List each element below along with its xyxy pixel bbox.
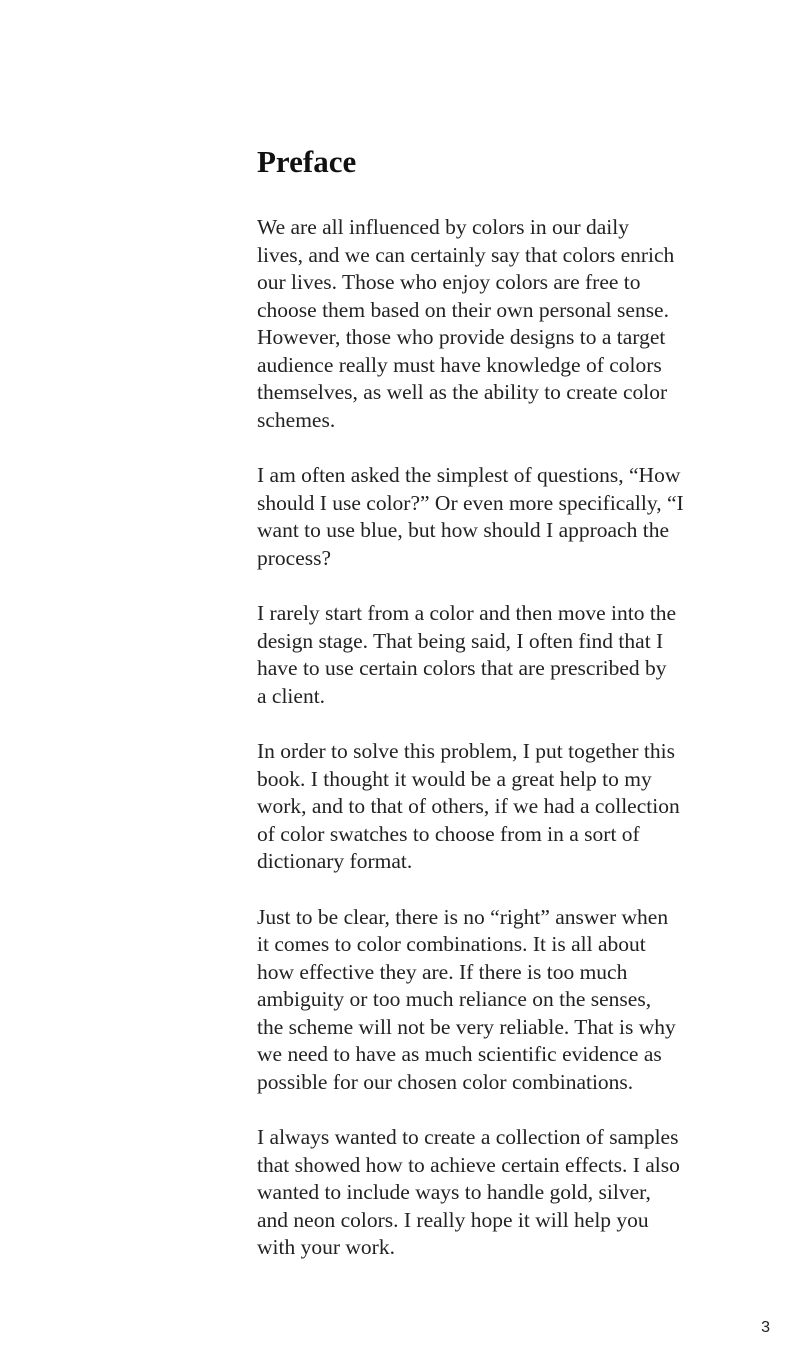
text-line: possible for our chosen color combinations. bbox=[257, 1069, 634, 1094]
text-line: Just to be clear, there is no “right” answer when bbox=[257, 904, 669, 929]
text-line: want to use blue, but how should I approach the bbox=[257, 518, 669, 542]
text-line: We are all influenced by colors in our daily bbox=[257, 215, 629, 239]
text-line: However, those who provide designs to a target bbox=[257, 325, 666, 349]
text-line: schemes. bbox=[257, 407, 336, 432]
paragraph bbox=[257, 600, 757, 710]
text-line: I always wanted to create a collection of samples bbox=[257, 1125, 679, 1149]
text-line: book. I thought it would be a great help to my bbox=[257, 766, 652, 791]
text-line: it comes to color combinations. It is all about bbox=[257, 932, 646, 956]
text-line: design stage. That being said, I often find that I bbox=[257, 628, 664, 653]
paragraph bbox=[257, 214, 757, 434]
text-line: I am often asked the simplest of questions, “How bbox=[257, 463, 681, 487]
text-line: wanted to include ways to handle gold, silver, bbox=[257, 1180, 651, 1204]
page-content bbox=[257, 142, 757, 1290]
text-line: dictionary format. bbox=[257, 849, 413, 873]
text-line: choose them based on their own personal sense. bbox=[257, 297, 669, 322]
text-line: themselves, as well as the ability to create color bbox=[257, 380, 668, 404]
page-title: Preface bbox=[257, 144, 357, 179]
text-line: of color swatches to choose from in a sort of bbox=[257, 821, 640, 846]
text-line: how effective they are. If there is too much bbox=[257, 959, 628, 984]
text-line: the scheme will not be very reliable. That is why bbox=[257, 1014, 676, 1039]
text-line: lives, and we can certainly say that colors enrich bbox=[257, 242, 675, 267]
text-line: a client. bbox=[257, 683, 326, 708]
paragraph bbox=[257, 462, 757, 572]
text-line: work, and to that of others, if we had a collection bbox=[257, 794, 680, 818]
text-line: I rarely start from a color and then move into the bbox=[257, 601, 677, 625]
paragraph bbox=[257, 738, 757, 876]
text-line: audience really must have knowledge of colors bbox=[257, 352, 662, 377]
text-line: that showed how to achieve certain effects. I also bbox=[257, 1152, 680, 1177]
text-line: ambiguity or too much reliance on the senses, bbox=[257, 987, 652, 1011]
text-line: our lives. Those who enjoy colors are free to bbox=[257, 270, 641, 294]
text-line: we need to have as much scientific evidence as bbox=[257, 1042, 662, 1066]
page-number: 3 bbox=[761, 1319, 770, 1336]
text-line: with your work. bbox=[257, 1235, 395, 1259]
text-line: should I use color?” Or even more specifically, “I bbox=[257, 490, 684, 515]
paragraph bbox=[257, 904, 757, 1097]
paragraph bbox=[257, 1124, 757, 1262]
text-line: process? bbox=[257, 545, 332, 570]
text-line: and neon colors. I really hope it will help you bbox=[257, 1207, 649, 1232]
text-line: have to use certain colors that are prescribed by bbox=[257, 656, 667, 680]
text-line: In order to solve this problem, I put together this bbox=[257, 739, 675, 763]
preface-body bbox=[257, 214, 757, 1262]
